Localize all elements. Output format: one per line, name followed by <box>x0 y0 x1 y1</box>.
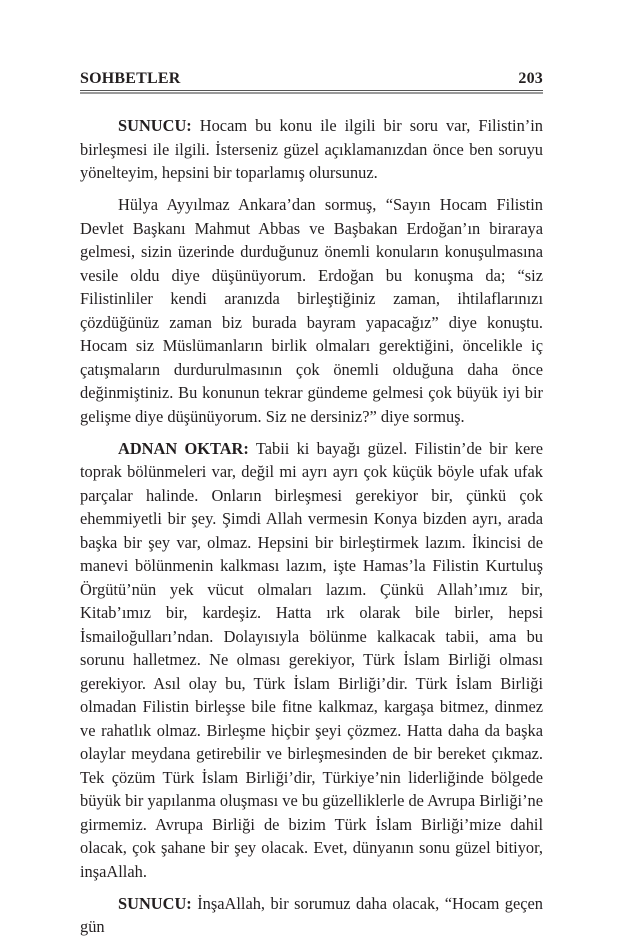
speaker-label: ADNAN OKTAR: <box>118 438 249 458</box>
paragraph <box>80 193 543 428</box>
book-page <box>80 66 543 947</box>
speaker-label: SUNUCU: <box>118 116 192 135</box>
paragraph <box>80 114 543 185</box>
body-text <box>80 114 543 939</box>
paragraph-text: Tabii ki bayağı güzel. Filistin’de bir kere toprak bölünmeleri var, değil mi ayrı ayrı çok küçük böyle ufak ufak parçalar halinde. Onların birleşmesi gerekiyor bir, çünkü çok ehemmiyetli bir şey. Şimdi Allah vermesin Konya bizden ayrı, arada başka bir şey var, olmaz. Hepsini bir birleştirmek lazım. İkincisi de manevi bölünmenin kalkması lazım, işte Hamas’la Filistin Kurtuluş Örgütü’nün yek vücut olmaları lazım. Çünkü Allah’ımız bir, Kitab’ımız bir, kardeşiz. Hatta ırk olarak bile birler, hepsi İsmailoğulları’ndan. Dolayısıyla bölünme kalkacak tabii, ama bu sorunu halletmez. Ne olması gerekiyor, Türk İslam Birliği olması gerekiyor. Asıl olay bu, Türk İslam Birliği’dir. Türk İslam Birliği olmadan Filistin birleşse bile fitne kalkmaz, kargaşa bitmez, dinmez ve rahatlık olmaz. Birleşme hiçbir şeyi çözmez. Hatta daha da başka olaylar meydana getirebilir ve birleşmesinden de bir bereket çıkmaz. Tek çözüm Türk İslam Birliği’dir, Türkiye’nin liderliğinde bölgede büyük bir yapılanma oluşması ve bu güzelliklerle de Avrupa Birliği’ne girmemiz. Avrupa Birliği de bizim Türk İslam Birliği’mize dahil olacak, çok şahane bir şey olacak. Evet, dünyanın sonu güzel bitiyor, inşaAllah. <box>80 438 543 881</box>
header-rule <box>80 90 543 94</box>
paragraph-text: Hocam bu konu ile ilgili bir soru var, Filistin’in birleşmesi ile ilgili. İsterseniz güzel açıklamanızdan önce ben soruyu yönelteyim, hepsini bir toparlamış olursunuz. <box>80 116 543 182</box>
section-title: SOHBETLER <box>80 70 181 87</box>
speaker-label: SUNUCU: <box>118 893 192 913</box>
running-header <box>80 66 543 88</box>
page-number: 203 <box>518 70 543 87</box>
paragraph <box>80 892 543 939</box>
paragraph-text: İnşaAllah, bir sorumuz daha olacak, “Hocam geçen gün <box>80 893 543 936</box>
paragraph <box>80 437 543 884</box>
paragraph-text: Hülya Ayyılmaz Ankara’dan sormuş, “Sayın Hocam Filistin Devlet Başkanı Mahmut Abbas ve Başbakan Erdoğan’ın biraraya gelmesi, sizin üzerinde durduğunuz önemli konuların konuşulmasına vesile oldu diye düşünüyorum. Erdoğan bu konuşma da; “siz Filistinliler kendi aranızda birleştiğiniz zaman, ihtilaflarınızı çözdüğünüz zaman biz burada bayram yapacağız” diye konuştu. Hocam siz Müslümanların birlik olmaları gerektiğini, öncelikle iç çatışmaların durdurulmasının çok önemli olduğuna daha önce değinmiştiniz. Bu konunun tekrar gündeme gelmesi çok büyük iyi bir gelişme diye düşünüyorum. Siz ne dersiniz?” diye sormuş. <box>80 195 543 426</box>
